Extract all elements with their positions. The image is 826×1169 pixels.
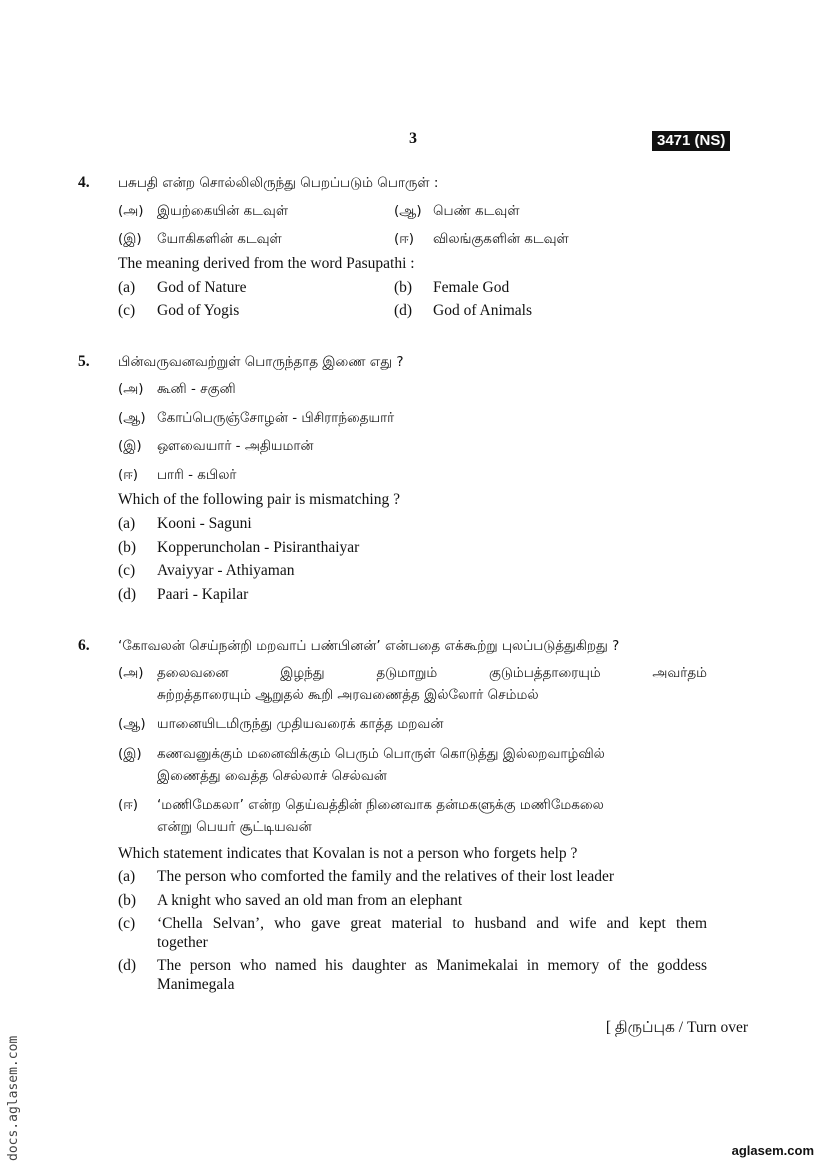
q4-en-opt-text: God of Yogis: [157, 302, 240, 319]
q4-ta-opt-label: (ஆ): [394, 203, 422, 219]
q4-ta-opt-label: (இ): [118, 231, 142, 247]
q5-ta-opt-label: (ஈ): [118, 467, 139, 483]
q5-en-opt-label: (b): [118, 539, 137, 556]
q4-ta-opt-text: யோகிகளின் கடவுள்: [157, 231, 282, 247]
side-watermark: [6, 996, 32, 1161]
q6-ta-opt-text: கணவனுக்கும் மனைவிக்கும் பெரும் பொருள் கொடுத்து இல்லறவாழ்வில்: [157, 746, 605, 762]
q5-ta-opt-label: (அ): [118, 381, 144, 397]
question-5-tamil: பின்வருவனவற்றுள் பொருந்தாத இணை எது ?: [118, 354, 404, 370]
paper-code-badge: 3471 (NS): [652, 131, 730, 151]
q6-en-opt-label: (a): [118, 868, 136, 885]
q6-ta-opt-text: தலைவனை இழந்து தடுமாறும் குடும்பத்தாரையும் அவர்தம்: [157, 665, 707, 681]
q6-ta-opt-label: (ஈ): [118, 797, 139, 813]
q4-ta-opt-label: (அ): [118, 203, 144, 219]
q4-ta-opt-text: இயற்கையின் கடவுள்: [157, 203, 289, 219]
question-5-number: 5.: [78, 353, 90, 370]
q5-en-opt-text: Kopperuncholan - Pisiranthaiyar: [157, 539, 360, 556]
q4-ta-opt-text: விலங்குகளின் கடவுள்: [433, 231, 569, 247]
q6-en-opt-label: (b): [118, 892, 137, 909]
q4-en-opt-text: Female God: [433, 279, 510, 296]
question-6-number: 6.: [78, 637, 90, 654]
q4-en-opt-label: (d): [394, 302, 413, 319]
turn-over-note: [ திருப்புக / Turn over: [605, 1019, 748, 1036]
question-4-tamil: பசுபதி என்ற சொல்லிலிருந்து பெறப்படும் பொருள் :: [118, 175, 439, 191]
q6-ta-opt-text: யானையிடமிருந்து முதியவரைக் காத்த மறவன்: [157, 716, 444, 732]
q6-en-opt-text: The person who named his daughter as Manimekalai in memory of the goddess: [157, 957, 707, 974]
q6-en-opt-label: (d): [118, 957, 137, 974]
q5-en-opt-label: (c): [118, 562, 136, 579]
q5-en-opt-text: Paari - Kapilar: [157, 586, 249, 603]
q6-ta-opt-label: (இ): [118, 746, 142, 762]
q5-en-opt-label: (d): [118, 586, 137, 603]
question-6-tamil: ‘கோவலன் செய்நன்றி மறவாப் பண்பினன்’ என்பதை எக்கூற்று புலப்படுத்துகிறது ?: [118, 638, 620, 654]
q5-ta-opt-label: (ஆ): [118, 410, 146, 426]
q4-en-opt-label: (a): [118, 279, 136, 296]
q6-ta-opt-label: (அ): [118, 665, 144, 681]
q4-ta-opt-label: (ஈ): [394, 231, 415, 247]
q4-en-opt-label: (b): [394, 279, 413, 296]
q5-en-opt-label: (a): [118, 515, 136, 532]
question-4-number: 4.: [78, 174, 90, 191]
page-number: 3: [409, 130, 417, 147]
q6-ta-opt-text-cont: என்று பெயர் சூட்டியவன்: [157, 819, 312, 835]
q6-en-opt-label: (c): [118, 915, 136, 932]
q5-en-opt-text: Avaiyyar - Athiyaman: [157, 562, 295, 579]
q4-en-opt-text: God of Nature: [157, 279, 247, 296]
question-4-english: The meaning derived from the word Pasupathi :: [118, 255, 415, 272]
q4-en-opt-label: (c): [118, 302, 136, 319]
q6-ta-opt-text-cont: இணைத்து வைத்த செல்லாச் செல்வன்: [157, 768, 387, 784]
site-logo-text: aglasem.com: [731, 1143, 814, 1158]
q6-en-opt-text: ‘Chella Selvan’, who gave great material to husband and wife and kept them: [157, 915, 707, 932]
q5-ta-opt-text: கோப்பெருஞ்சோழன் - பிசிராந்தையார்: [157, 410, 395, 426]
q4-ta-opt-text: பெண் கடவுள்: [433, 203, 520, 219]
q6-ta-opt-label: (ஆ): [118, 716, 146, 732]
q5-ta-opt-text: பாரி - கபிலர்: [157, 467, 237, 483]
q4-en-opt-text: God of Animals: [433, 302, 533, 319]
q5-en-opt-text: Kooni - Saguni: [157, 515, 252, 532]
question-6-english: Which statement indicates that Kovalan is not a person who forgets help ?: [118, 845, 578, 862]
watermark-text: docs.aglasem.com: [6, 1035, 21, 1161]
q6-en-opt-text: The person who comforted the family and the relatives of their lost leader: [157, 868, 615, 885]
q6-en-opt-text: A knight who saved an old man from an elephant: [157, 892, 463, 909]
q6-en-opt-text-cont: Manimegala: [157, 976, 235, 993]
q6-ta-opt-text-cont: சுற்றத்தாரையும் ஆறுதல் கூறி அரவணைத்த இல்லோர் செம்மல்: [157, 687, 539, 703]
q5-ta-opt-label: (இ): [118, 438, 142, 454]
q6-en-opt-text-cont: together: [157, 934, 208, 951]
question-5-english: Which of the following pair is mismatching ?: [118, 491, 400, 508]
q5-ta-opt-text: ஔவையார் - அதியமான்: [157, 438, 314, 454]
q5-ta-opt-text: கூனி - சகுனி: [157, 381, 236, 397]
q6-ta-opt-text: ‘மணிமேகலா’ என்ற தெய்வத்தின் நினைவாக தன்மகளுக்கு மணிமேகலை: [157, 797, 604, 813]
